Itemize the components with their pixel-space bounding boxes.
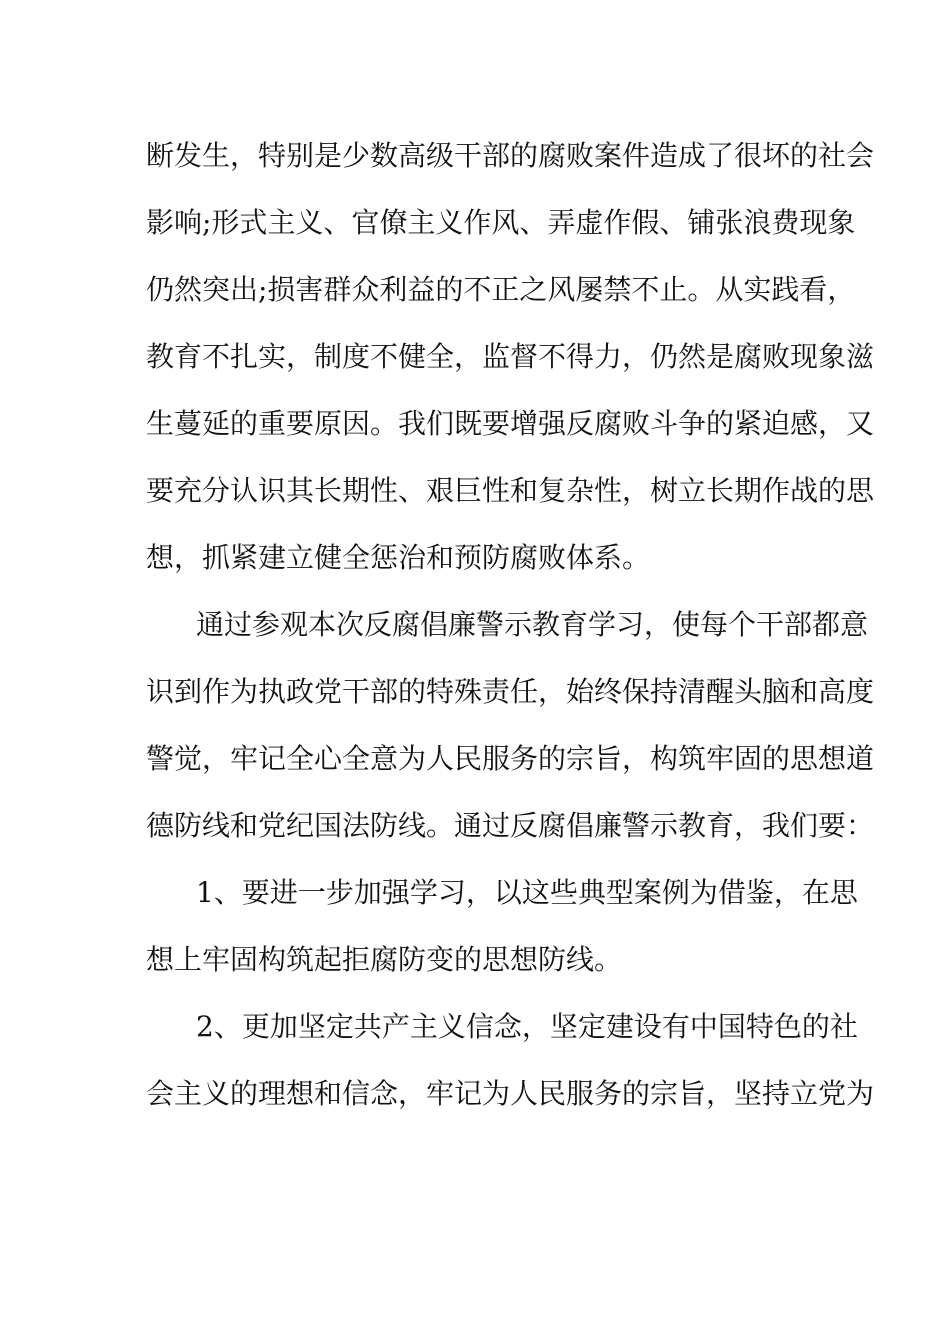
list-item-1-first-line: 1、要进一步加强学习，以这些典型案例为借鉴，在思	[196, 876, 858, 909]
text-line: 仍然突出;损害群众利益的不正之风屡禁不止。从实践看，	[146, 273, 856, 306]
text-line: 教育不扎实，制度不健全，监督不得力，仍然是腐败现象滋	[146, 340, 875, 373]
text-line: 生蔓延的重要原因。我们既要增强反腐败斗争的紧迫感，又	[146, 407, 875, 440]
text-line: 断发生，特别是少数高级干部的腐败案件造成了很坏的社会	[146, 139, 875, 172]
text-line: 会主义的理想和信念，牢记为人民服务的宗旨，坚持立党为	[146, 1077, 875, 1110]
text-line: 警觉，牢记全心全意为人民服务的宗旨，构筑牢固的思想道	[146, 742, 875, 775]
text-line: 想，抓紧建立健全惩治和预防腐败体系。	[146, 541, 651, 574]
text-line: 想上牢固构筑起拒腐防变的思想防线。	[146, 943, 623, 976]
text-line: 要充分认识其长期性、艰巨性和复杂性，树立长期作战的思	[146, 474, 875, 507]
text-line: 识到作为执政党干部的特殊责任，始终保持清醒头脑和高度	[146, 675, 875, 708]
text-line: 德防线和党纪国法防线。通过反腐倡廉警示教育，我们要：	[146, 809, 875, 842]
paragraph-first-line: 通过参观本次反腐倡廉警示教育学习，使每个干部都意	[196, 608, 869, 641]
list-item-2-first-line: 2、更加坚定共产主义信念，坚定建设有中国特色的社	[196, 1010, 858, 1043]
text-line: 影响;形式主义、官僚主义作风、弄虚作假、铺张浪费现象	[146, 206, 856, 239]
